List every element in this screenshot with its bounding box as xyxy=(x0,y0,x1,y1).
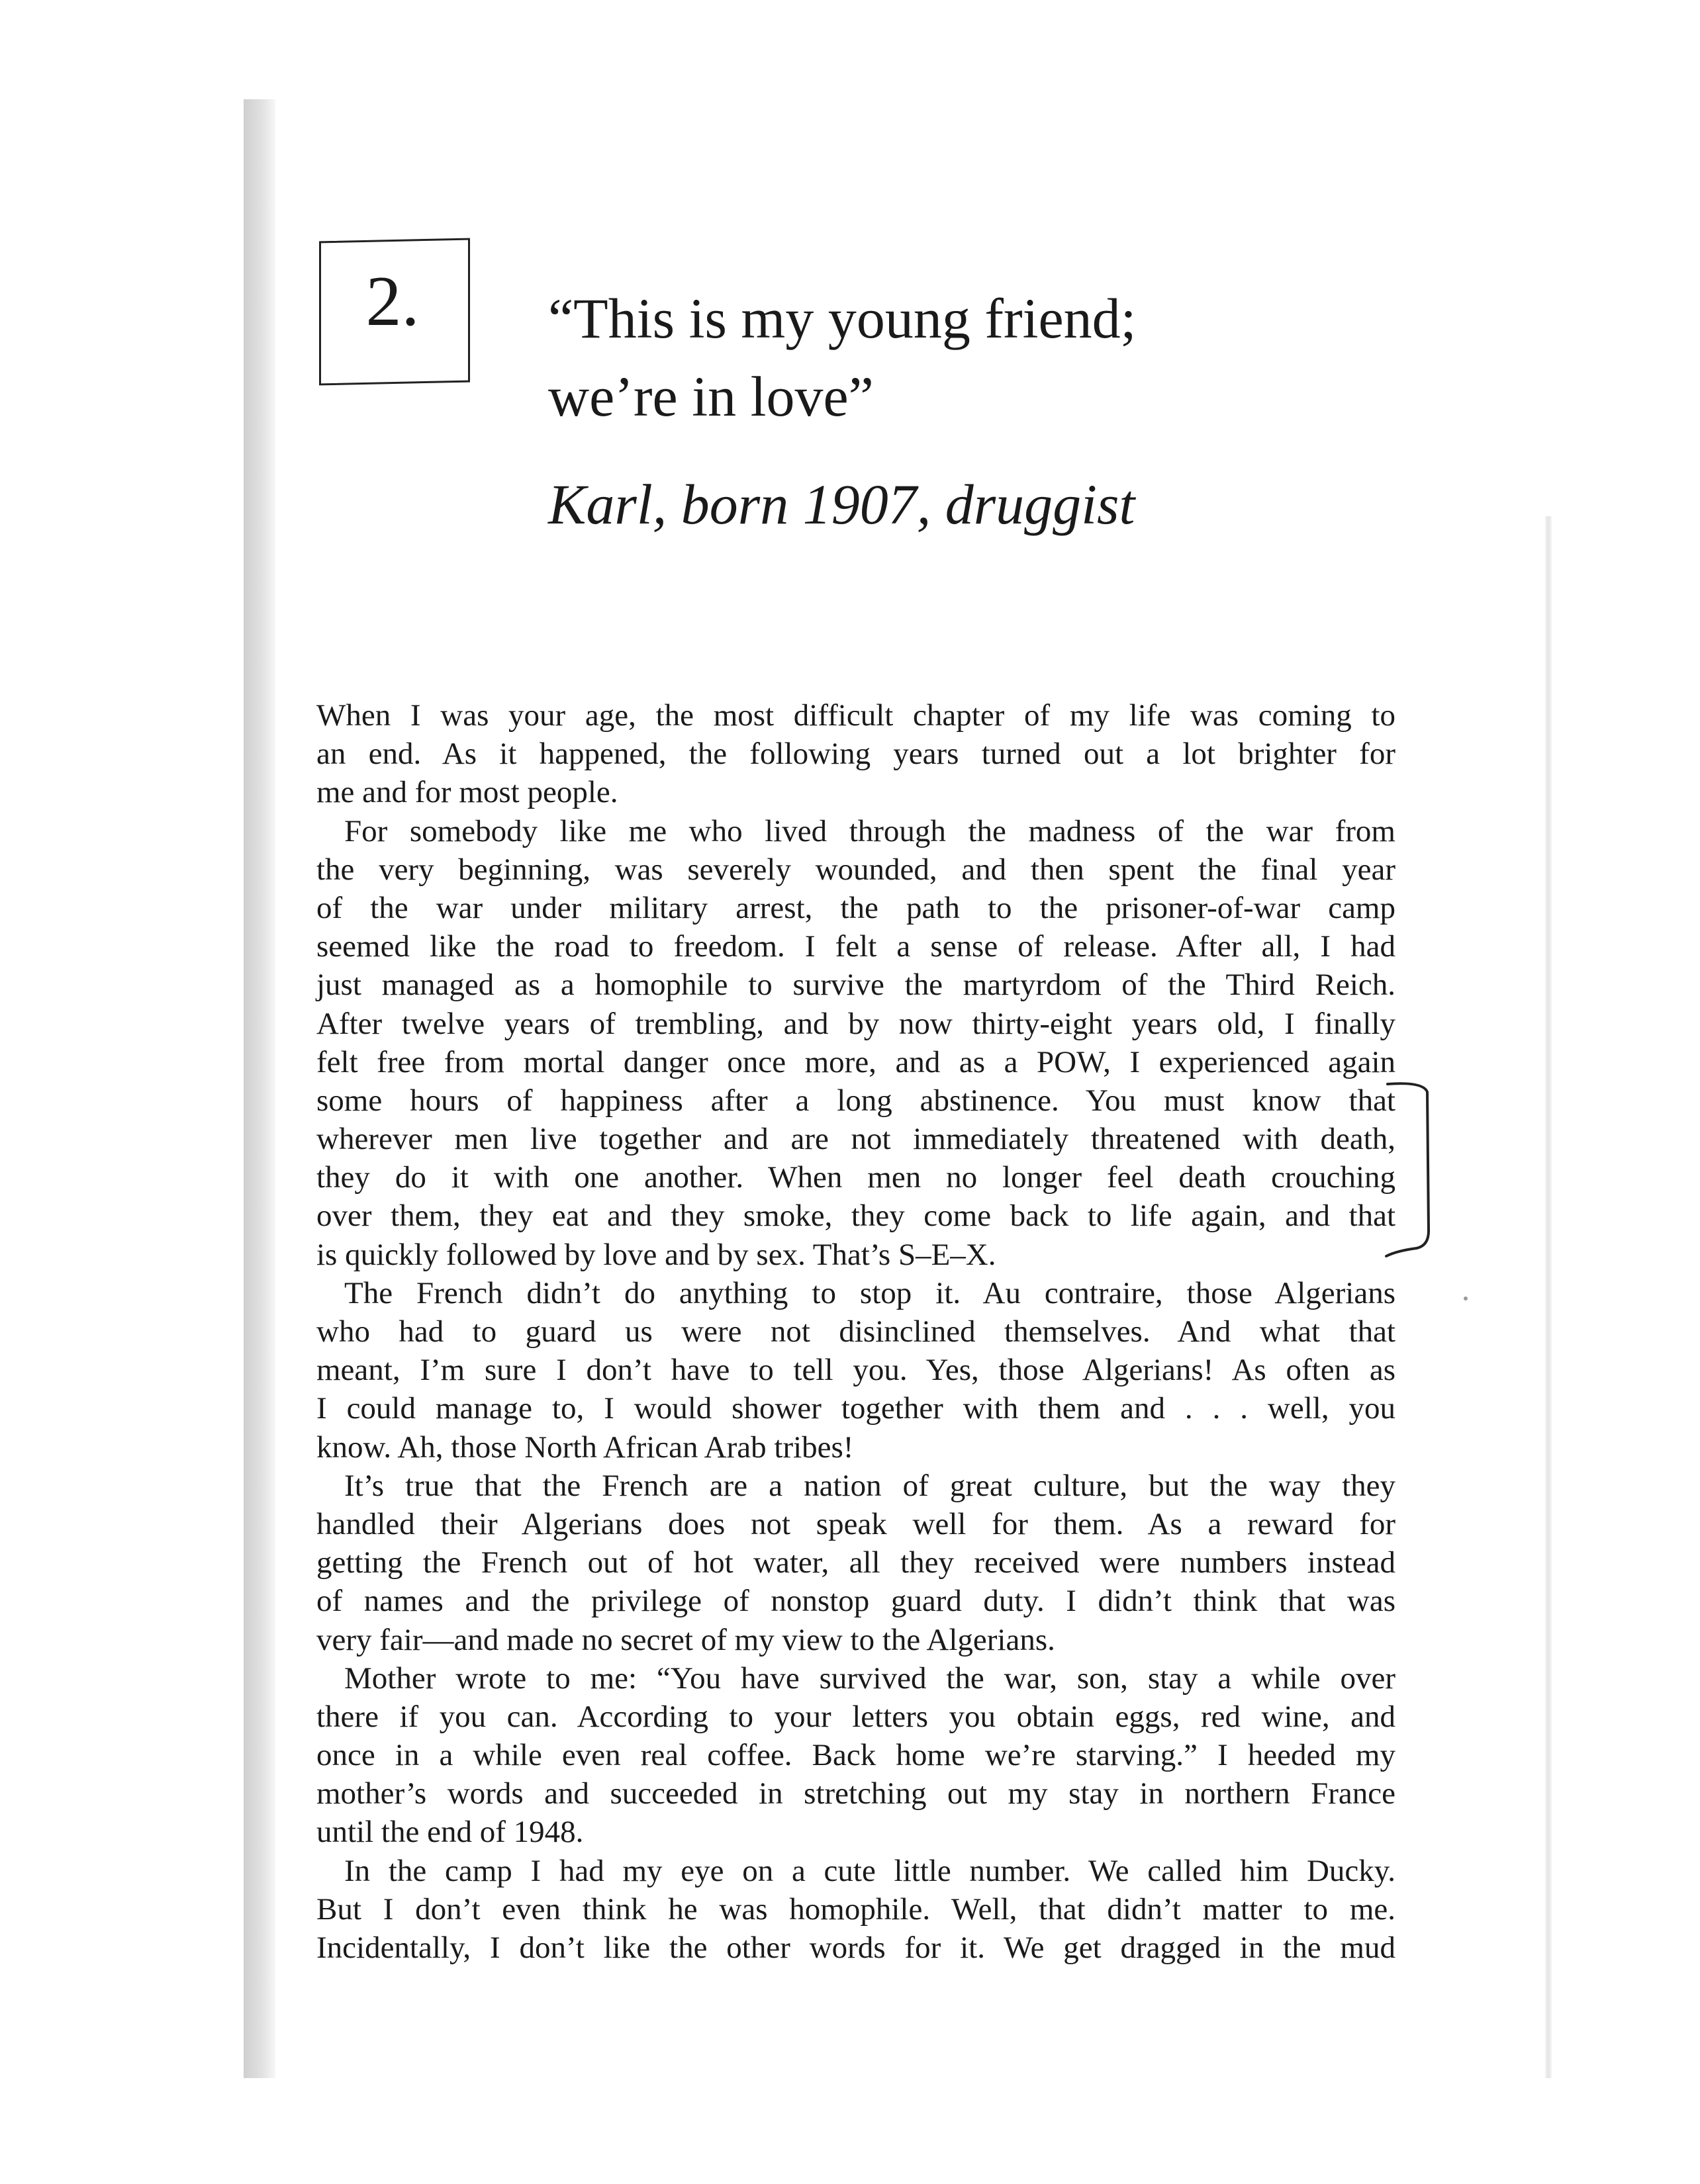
text-line: is quickly followed by love and by sex. That’s S–E–X. xyxy=(316,1237,996,1272)
text-line: Mother wrote to me: “You have survived the war, son, stay a while over xyxy=(344,1661,1395,1696)
text-line: For somebody like me who lived through the madness of the war from xyxy=(344,813,1395,848)
text-line: of the war under military arrest, the path to the prisoner-of-war camp xyxy=(316,890,1395,925)
text-line: some hours of happiness after a long abstinence. You must know that xyxy=(316,1083,1395,1118)
text-line: Incidentally, I don’t like the other words for it. We get dragged in the mud xyxy=(316,1931,1395,1965)
text-line: over them, they eat and they smoke, they come back to life again, and that xyxy=(316,1199,1395,1234)
text-line: the very beginning, was severely wounded, and then spent the final year xyxy=(316,852,1395,887)
text-line: The French didn’t do anything to stop it. Au contraire, those Algerians xyxy=(344,1275,1395,1310)
text-line: It’s true that the French are a nation of great culture, but the way they xyxy=(344,1468,1395,1503)
text-line: there if you can. According to your letters you obtain eggs, red wine, and xyxy=(316,1699,1395,1734)
text-line: they do it with one another. When men no longer feel death crouching xyxy=(316,1160,1395,1195)
text-line: of names and the privilege of nonstop guard duty. I didn’t think that was xyxy=(316,1584,1395,1619)
text-line: getting the French out of hot water, all they received were numbers instead xyxy=(316,1545,1395,1580)
text-line: know. Ah, those North African Arab tribes! xyxy=(316,1430,854,1465)
text-line: seemed like the road to freedom. I felt a sense of release. After all, I had xyxy=(316,929,1395,964)
chapter-title-line-2: we’re in love” xyxy=(548,365,874,428)
text-line: meant, I’m sure I don’t have to tell you. Yes, those Algerians! As often as xyxy=(316,1353,1395,1388)
text-line: wherever men live together and are not immediately threatened with death, xyxy=(316,1122,1395,1157)
text-line: felt free from mortal danger once more, and as a POW, I experienced again xyxy=(316,1044,1395,1079)
chapter-subtitle: Karl, born 1907, druggist xyxy=(548,473,1135,536)
chapter-number: 2. xyxy=(365,262,420,341)
text-line: until the end of 1948. xyxy=(316,1815,584,1850)
text-line: very fair—and made no secret of my view to the Algerians. xyxy=(316,1622,1055,1657)
text-line: In the camp I had my eye on a cute little number. We called him Ducky. xyxy=(344,1853,1395,1888)
text-line: After twelve years of trembling, and by now thirty-eight years old, I finally xyxy=(316,1006,1395,1041)
text-line: me and for most people. xyxy=(316,775,618,810)
text-line: who had to guard us were not disinclined themselves. And what that xyxy=(316,1314,1395,1349)
chapter-title-line-1: “This is my young friend; xyxy=(548,287,1137,350)
text-line: mother’s words and succeeded in stretching out my stay in northern France xyxy=(316,1776,1395,1811)
text-line: just managed as a homophile to survive the martyrdom of the Third Reich. xyxy=(316,968,1395,1003)
text-line: handled their Algerians does not speak well for them. As a reward for xyxy=(316,1506,1395,1541)
text-line: an end. As it happened, the following years turned out a lot brighter for xyxy=(316,737,1395,772)
text-line: But I don’t even think he was homophile. Well, that didn’t matter to me. xyxy=(316,1891,1395,1927)
text-line: once in a while even real coffee. Back home we’re starving.” I heeded my xyxy=(316,1738,1395,1773)
text-line: When I was your age, the most difficult chapter of my life was coming to xyxy=(316,698,1395,733)
text-line: I could manage to, I would shower together with them and . . . well, you xyxy=(316,1391,1395,1426)
